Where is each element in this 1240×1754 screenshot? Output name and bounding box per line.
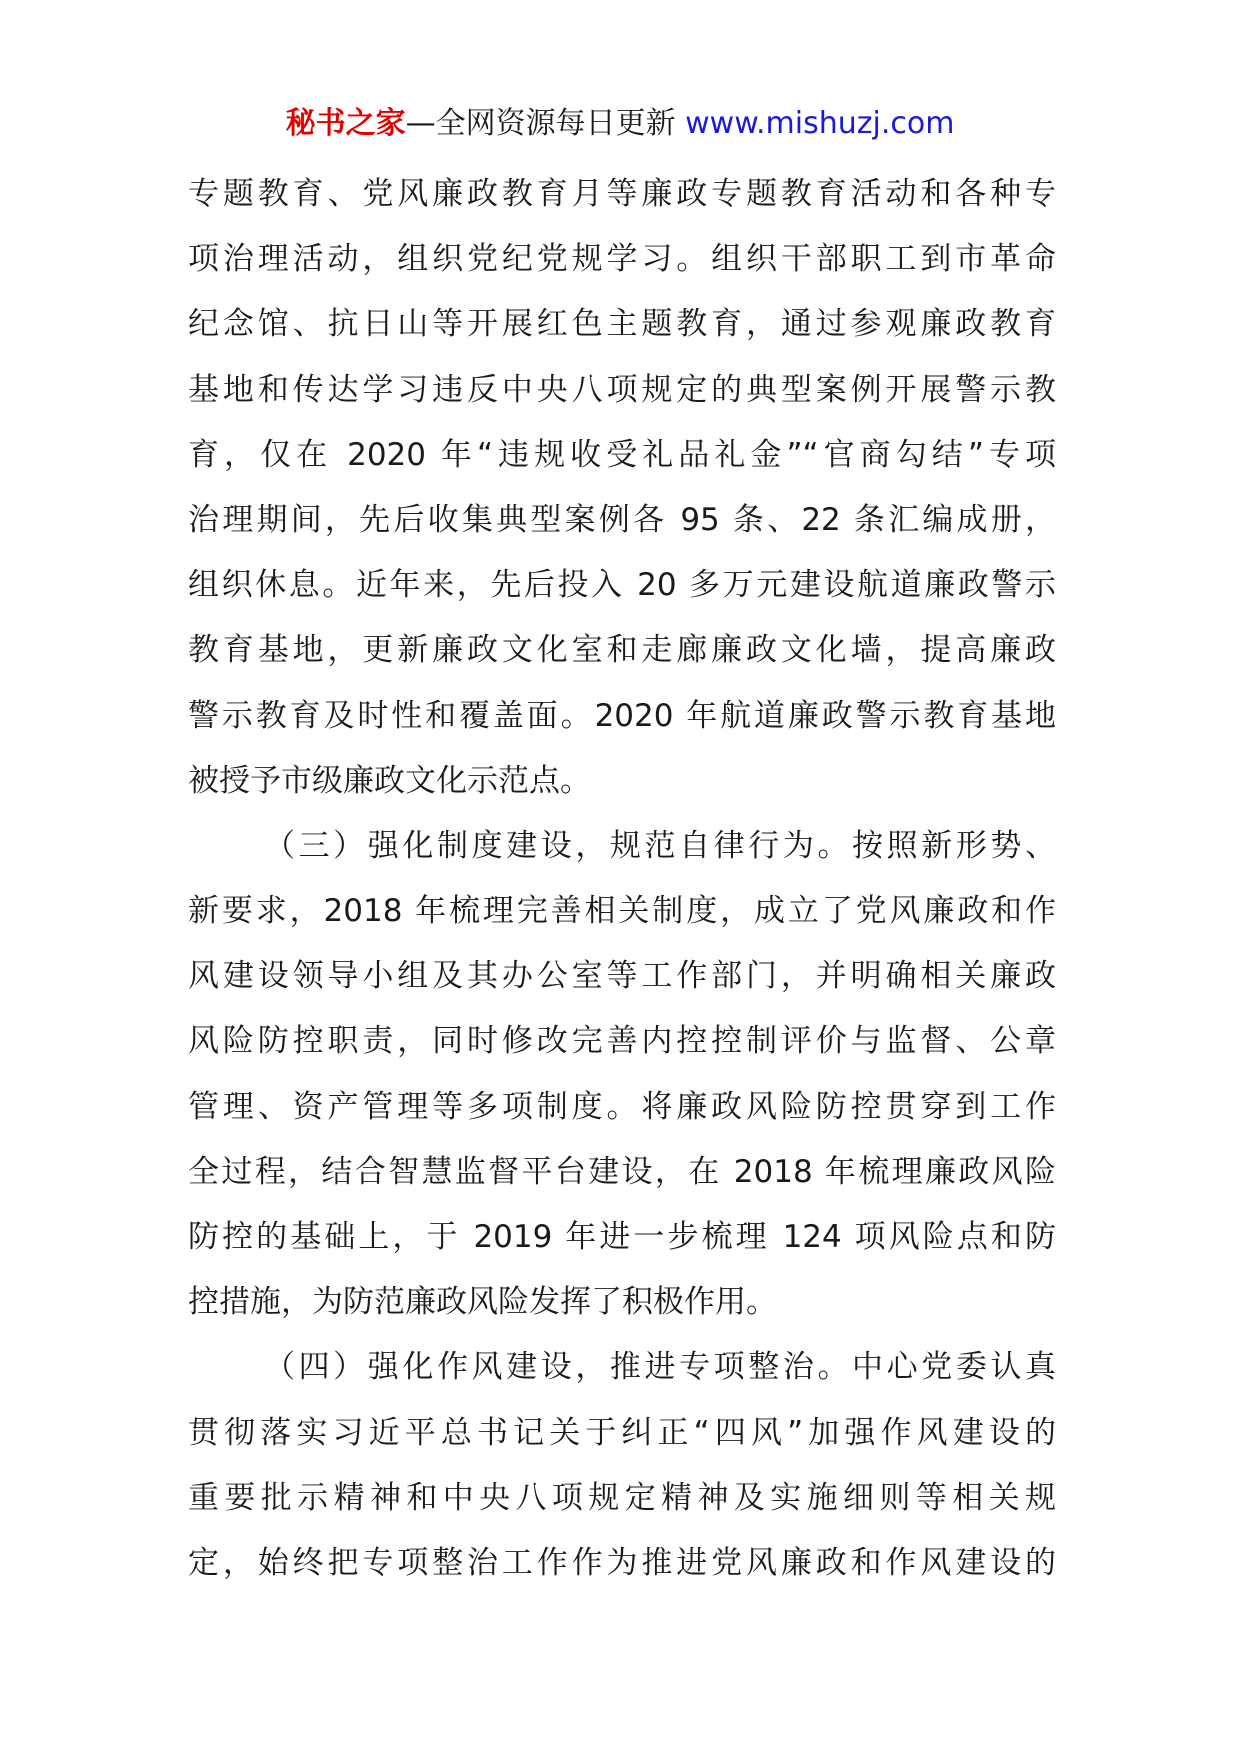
text-line: 基地和传达学习违反中央八项规定的典型案例开展警示教 [188,371,1056,408]
text-line: 育，仅在 2020 年“违规收受礼品礼金”“官商勾结”专项 [188,436,1056,473]
document-body [188,162,1056,1596]
text-line: 警示教育及时性和覆盖面。2020 年航道廉政警示教育基地 [188,697,1056,734]
site-brand: 秘书之家 [285,106,406,141]
text-line: 被授予市级廉政文化示范点。 [188,762,591,799]
section-heading-line: （四）强化作风建设，推进专项整治。中心党委认真 [264,1349,1056,1386]
text-line: 定，始终把专项整治工作作为推进党风廉政和作风建设的 [188,1544,1056,1581]
text-line: 重要批示精神和中央八项规定精神及实施细则等相关规 [188,1479,1056,1516]
text-line: 管理、资产管理等多项制度。将廉政风险防控贯穿到工作 [188,1088,1056,1125]
text-line: 组织休息。近年来，先后投入 20 多万元建设航道廉政警示 [188,567,1056,604]
text-line: 防控的基础上，于 2019 年进一步梳理 124 项风险点和防 [188,1219,1056,1255]
text-line: 治理期间，先后收集典型案例各 95 条、22 条汇编成册， [188,501,1056,538]
text-line: 项治理活动，组织党纪党规学习。组织干部职工到市革命 [188,241,1056,278]
text-line: 专题教育、党风廉政教育月等廉政专题教育活动和各种专 [188,176,1056,212]
text-line: 纪念馆、抗日山等开展红色主题教育，通过参观廉政教育 [188,306,1056,343]
text-line: 新要求，2018 年梳理完善相关制度，成立了党风廉政和作 [188,893,1056,930]
section-heading-line: （三）强化制度建设，规范自律行为。按照新形势、 [264,827,1056,864]
text-line: 控措施，为防范廉政风险发挥了积极作用。 [188,1284,777,1321]
text-line: 全过程，结合智慧监督平台建设，在 2018 年梳理廉政风险 [188,1153,1056,1190]
site-tagline: —全网资源每日更新 [405,106,686,141]
text-line: 教育基地，更新廉政文化室和走廊廉政文化墙，提高廉政 [188,632,1056,669]
text-line: 贯彻落实习近平总书记关于纠正“四风”加强作风建设的 [188,1414,1056,1451]
page-header [0,104,1240,144]
text-line: 风险防控职责，同时修改完善内控控制评价与监督、公章 [188,1023,1056,1060]
text-line: 风建设领导小组及其办公室等工作部门，并明确相关廉政 [188,958,1056,995]
site-url-link[interactable]: www.mishuzj.com [685,106,955,141]
